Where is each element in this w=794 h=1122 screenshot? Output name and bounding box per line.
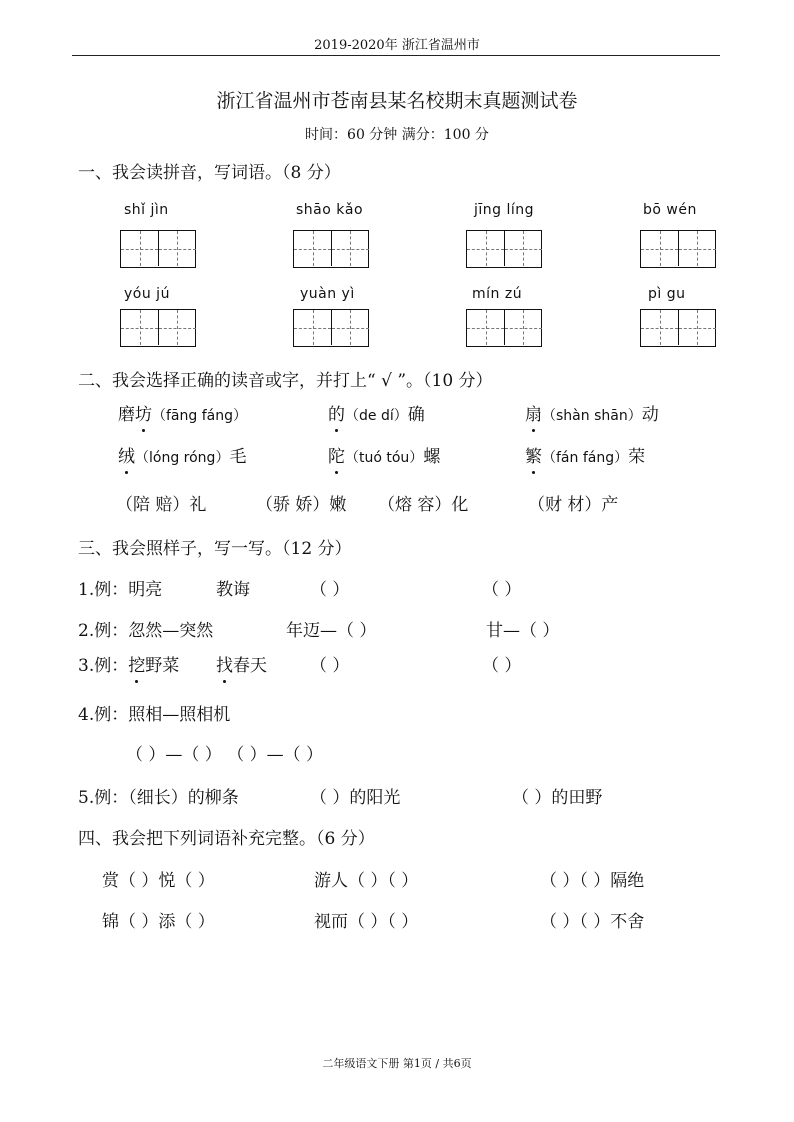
writing-grid[interactable]	[640, 230, 716, 268]
pinyin-label: pì gu	[648, 286, 686, 302]
example-text: 5.例：（细长）的柳条	[78, 788, 239, 808]
section4-heading: 四、我会把下列词语补充完整。（6 分）	[78, 829, 375, 849]
answer-blank[interactable]: 甘—（ ）	[486, 621, 560, 641]
pinyin-label: jīng líng	[474, 202, 535, 218]
word-text	[216, 651, 267, 676]
answer-blank[interactable]: （ ）	[482, 656, 522, 676]
example-text: 4.例：照相—照相机	[78, 705, 231, 725]
pinyin-label: yuàn yì	[300, 286, 355, 302]
answer-blank[interactable]: （ ）	[310, 580, 350, 600]
answer-blank[interactable]: （ ）	[310, 656, 350, 676]
dotted-char: 挖	[128, 656, 146, 676]
writing-grid[interactable]	[466, 309, 542, 347]
pinyin-options[interactable]: （fāng fáng）	[152, 408, 247, 424]
writing-grid[interactable]	[466, 230, 542, 268]
dotted-char: 的	[328, 405, 345, 425]
pinyin-options[interactable]: （lóng róng）	[135, 450, 230, 466]
example-text	[78, 651, 179, 676]
choice-item	[118, 400, 247, 425]
char: 动	[641, 405, 659, 425]
example-word: 野菜	[145, 656, 180, 676]
pinyin-label: mín zú	[472, 286, 523, 302]
pinyin-options[interactable]: （fán fáng）	[542, 450, 629, 466]
dotted-char: 陀	[328, 447, 345, 467]
page-footer: 二年级语文下册 第1页 / 共6页	[322, 1057, 472, 1070]
writing-grid[interactable]	[120, 309, 196, 347]
exam-subtitle: 时间：60 分钟 满分：100 分	[305, 127, 489, 143]
char: 螺	[423, 447, 441, 467]
idiom-blank[interactable]: （ ）（ ）隔绝	[540, 871, 645, 891]
pinyin-label: yóu jú	[124, 286, 170, 302]
pinyin-label: bō wén	[643, 202, 697, 218]
answer-blank[interactable]: （ ）的阳光	[310, 788, 401, 808]
dotted-char: 绒	[118, 447, 135, 467]
idiom-blank[interactable]: 游人（ ）（ ）	[314, 871, 419, 891]
char-choice[interactable]: （财 材）产	[528, 495, 619, 515]
writing-grid[interactable]	[293, 309, 369, 347]
dotted-char: 扇	[525, 405, 542, 425]
word-rest: 春天	[233, 656, 267, 676]
choice-item	[118, 442, 246, 467]
char-choice[interactable]: （熔 容）化	[378, 495, 469, 515]
answer-blank[interactable]: 年迈—（ ）	[286, 621, 377, 641]
char: 磨	[118, 405, 135, 425]
answer-blank[interactable]: （ ）的田野	[512, 788, 603, 808]
header-divider	[72, 55, 720, 56]
char: 荣	[628, 447, 646, 467]
section3-heading: 三、我会照样子，写一写。（12 分）	[78, 539, 352, 559]
char-choice[interactable]: （骄 娇）嫩	[256, 495, 347, 515]
dotted-char: 坊	[135, 405, 152, 425]
writing-grid[interactable]	[640, 309, 716, 347]
writing-grid[interactable]	[120, 230, 196, 268]
pinyin-label: shǐ jìn	[124, 202, 169, 218]
example-prefix: 3.例：	[78, 656, 129, 676]
pinyin-label: shāo kǎo	[296, 202, 364, 218]
choice-item	[328, 442, 440, 467]
pinyin-options[interactable]: （tuó tóu）	[345, 450, 424, 466]
page-header: 2019-2020年 浙江省温州市	[314, 38, 480, 53]
example-text: 1.例：明亮	[78, 580, 163, 600]
answer-blank[interactable]: （ ）—（ ） （ ）—（ ）	[126, 745, 324, 765]
choice-item	[525, 400, 659, 425]
idiom-blank[interactable]: 视而（ ）（ ）	[314, 912, 419, 932]
pinyin-options[interactable]: （de dí）	[345, 408, 408, 424]
choice-item	[525, 442, 645, 467]
section2-heading: 二、我会选择正确的读音或字，并打上“ √ ”。（10 分）	[78, 371, 493, 391]
exam-title: 浙江省温州市苍南县某名校期末真题测试卷	[216, 90, 578, 112]
char: 毛	[229, 447, 247, 467]
example-text: 2.例：忽然—突然	[78, 621, 214, 641]
choice-item	[328, 400, 425, 425]
pinyin-options[interactable]: （shàn shān）	[542, 408, 642, 424]
answer-blank[interactable]: （ ）	[482, 580, 522, 600]
writing-grid[interactable]	[293, 230, 369, 268]
section1-heading: 一、我会读拼音，写词语。（8 分）	[78, 163, 341, 183]
dotted-char: 繁	[525, 447, 542, 467]
char: 确	[407, 405, 425, 425]
idiom-blank[interactable]: 赏（ ）悦（ ）	[102, 871, 215, 891]
char-choice[interactable]: （陪 赔）礼	[116, 495, 207, 515]
idiom-blank[interactable]: 锦（ ）添（ ）	[102, 912, 215, 932]
dotted-char: 找	[216, 656, 233, 676]
idiom-blank[interactable]: （ ）（ ）不舍	[540, 912, 645, 932]
word-text: 教诲	[216, 580, 250, 600]
